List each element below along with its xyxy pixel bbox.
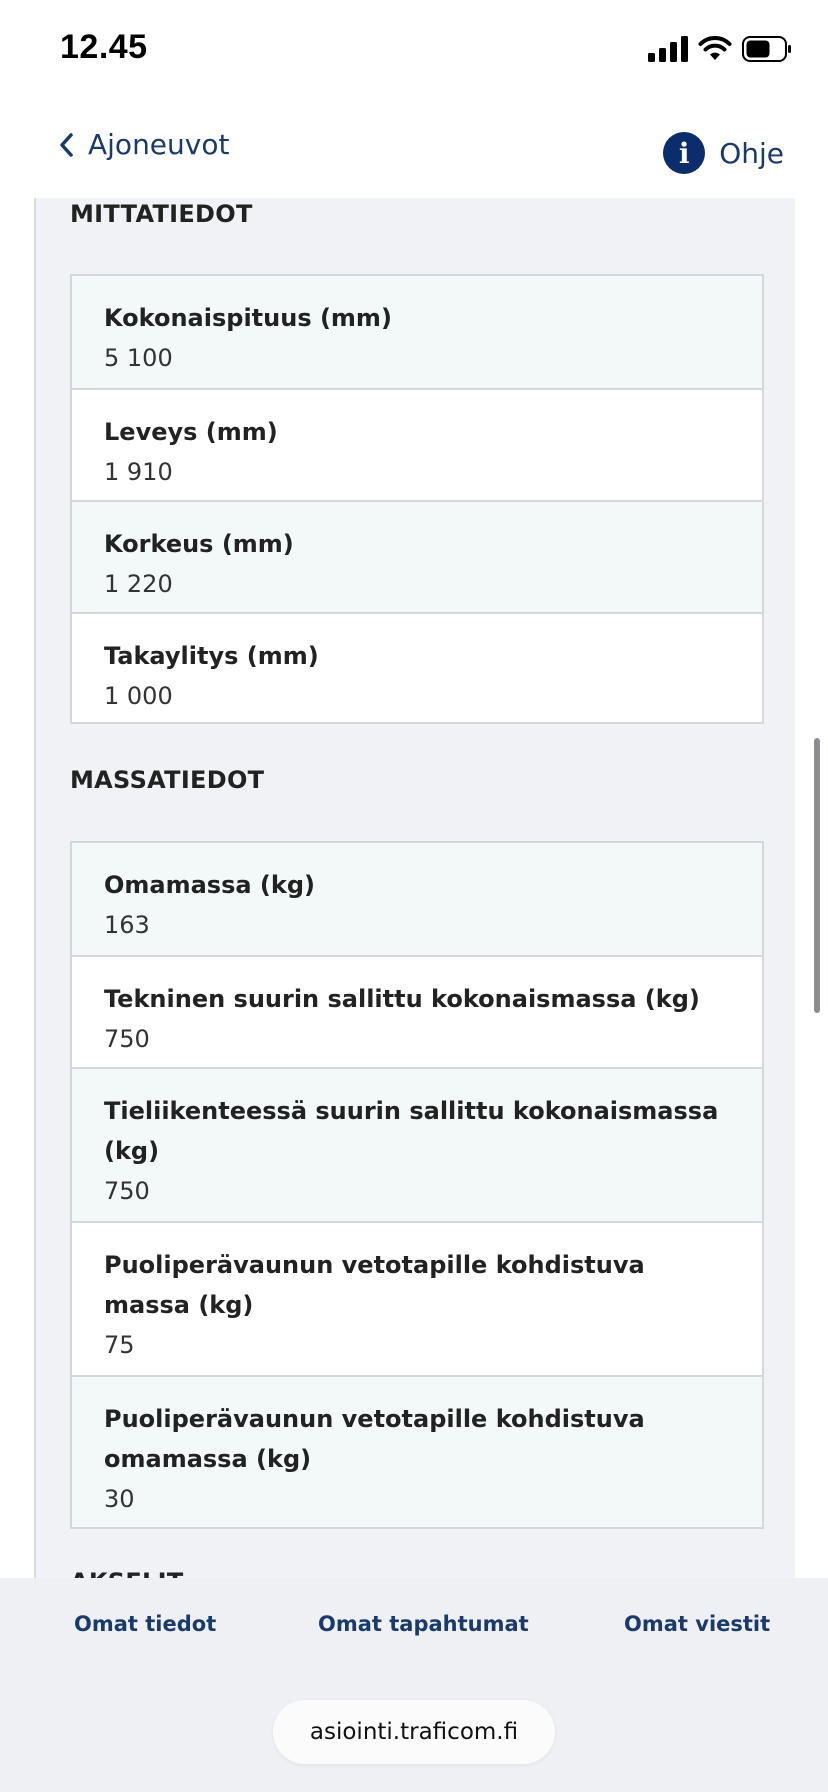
nav-my-events[interactable]: Omat tapahtumat — [318, 1612, 529, 1636]
table-row — [72, 388, 762, 500]
status-icons — [648, 36, 792, 62]
page-margin-right — [795, 198, 828, 1578]
dimensions-section-title: MITTATIEDOT — [70, 200, 253, 228]
row-label: Leveys (mm) — [104, 418, 278, 446]
help-button[interactable] — [663, 132, 784, 174]
dimensions-table — [70, 274, 764, 724]
row-value: 75 — [104, 1331, 135, 1359]
row-value: 1 910 — [104, 458, 173, 486]
row-value: 5 100 — [104, 344, 173, 372]
bottom-nav — [0, 1578, 828, 1792]
row-label: Kokonaispituus (mm) — [104, 304, 392, 332]
chevron-left-icon — [58, 132, 74, 158]
status-bar — [0, 0, 828, 100]
nav-my-messages[interactable]: Omat viestit — [624, 1612, 771, 1636]
browser-url-bar[interactable]: asiointi.traficom.fi — [273, 1700, 555, 1764]
nav-my-info[interactable]: Omat tiedot — [74, 1612, 217, 1636]
table-row — [72, 843, 762, 955]
back-label: Ajoneuvot — [88, 128, 230, 161]
info-icon: i — [663, 132, 705, 174]
row-label: Puoliperävaunun vetotapille kohdistuva omamassa (kg) — [104, 1405, 645, 1473]
back-to-vehicles-link[interactable] — [58, 128, 229, 161]
battery-icon — [742, 36, 792, 62]
row-value: 750 — [104, 1025, 150, 1053]
row-label: Omamassa (kg) — [104, 871, 316, 899]
row-value: 30 — [104, 1485, 135, 1513]
vehicle-details-scroll-area[interactable] — [0, 198, 828, 1578]
table-row — [72, 276, 762, 388]
table-row — [72, 1067, 762, 1221]
table-row — [72, 1221, 762, 1375]
row-label: Korkeus (mm) — [104, 530, 294, 558]
row-label: Tekninen suurin sallittu kokonaismassa (kg) — [104, 985, 700, 1013]
table-row — [72, 1375, 762, 1527]
help-label: Ohje — [719, 136, 784, 170]
app-header — [0, 100, 828, 198]
row-value: 1 220 — [104, 570, 173, 598]
vehicle-details-panel — [34, 198, 797, 1578]
table-row — [72, 500, 762, 612]
page-margin-left — [0, 198, 34, 1578]
mass-section-title: MASSATIEDOT — [70, 766, 265, 794]
mass-table — [70, 841, 764, 1529]
row-label: Takaylitys (mm) — [104, 642, 319, 670]
row-value: 750 — [104, 1177, 150, 1205]
row-value: 163 — [104, 911, 150, 939]
scrollbar[interactable] — [814, 738, 820, 1013]
cellular-signal-icon — [648, 36, 688, 62]
status-time: 12.45 — [60, 28, 148, 66]
wifi-icon — [698, 36, 732, 62]
table-row — [72, 955, 762, 1067]
row-label: Tieliikenteessä suurin sallittu kokonaismassa (kg) — [104, 1097, 719, 1165]
row-value: 1 000 — [104, 682, 173, 710]
table-row — [72, 612, 762, 722]
row-label: Puoliperävaunun vetotapille kohdistuva massa (kg) — [104, 1251, 645, 1319]
